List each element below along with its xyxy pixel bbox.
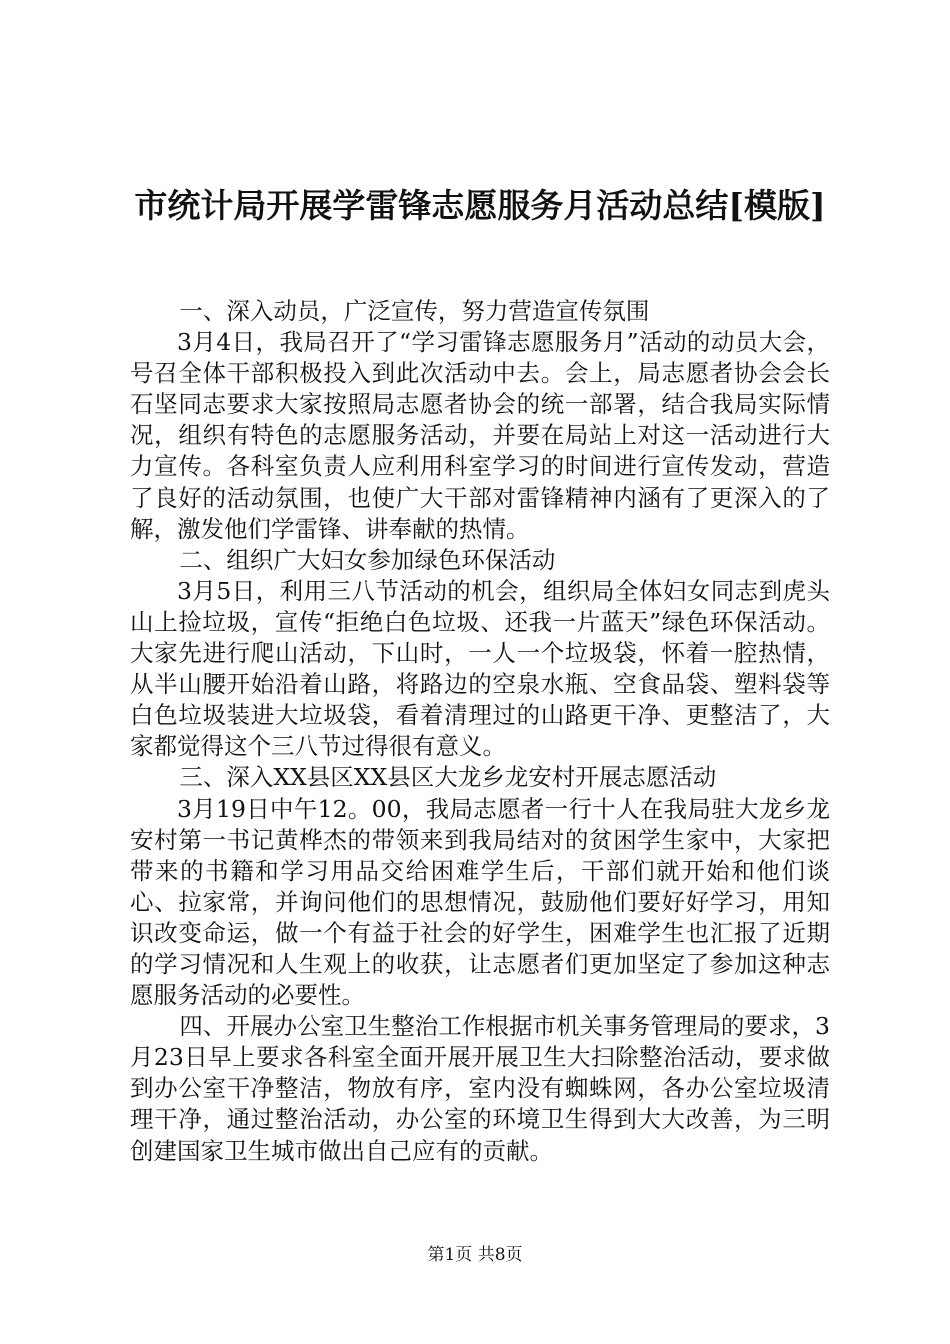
document-title: 市统计局开展学雷锋志愿服务月活动总结[模版] — [134, 186, 826, 225]
page-footer: 第1页 共8页 — [427, 1245, 523, 1265]
section-heading-2: 二、组织广大妇女参加绿色环保活动 — [179, 545, 556, 574]
section-heading-4: 四、开展办公室卫生整治工作根据市机关事务管理局的要求，3月23日早上要求各科室全面开展开展卫生大扫除整治活动，要求做到办公室干净整洁，物放有序，室内没有蜘蛛网，各办公室垃圾清理干净，通过整治活动，办公室的环境卫生得到大大改善，为三明创建国家卫生城市做出自己应有的贡献。 — [130, 1012, 830, 1165]
section-heading-1: 一、深入动员，广泛宣传，努力营造宣传氛围 — [179, 297, 650, 325]
section-heading-3: 三、深入XX县区XX县区大龙乡龙安村开展志愿活动 — [179, 763, 717, 792]
section-paragraph-1: 3月4日，我局召开了“学习雷锋志愿服务月”活动的动员大会，号召全体干部积极投入到此次活动中去。会上，局志愿者协会会长石坚同志要求大家按照局志愿者协会的统一部署，结合我局实际情况，组织有特色的志愿服务活动，并要在局站上对这一活动进行大力宣传。各科室负责人应利用科室学习的时间进行宣传发动，营造了良好的活动氛围，也使广大干部对雷锋精神内涵有了更深入的了解，激发他们学雷锋、讲奉献的热情。 — [130, 328, 830, 543]
section-paragraph-2: 3月5日，利用三八节活动的机会，组织局全体妇女同志到虎头山上捡垃圾，宣传“拒绝白色垃圾、还我一片蓝天”绿色环保活动。大家先进行爬山活动，下山时，一人一个垃圾袋，怀着一腔热情，从半山腰开始沿着山路，将路边的空泉水瓶、空食品袋、塑料袋等白色垃圾装进大垃圾袋，看着清理过的山路更干净、更整洁了，大家都觉得这个三八节过得很有意义。 — [130, 576, 830, 761]
document-body — [130, 296, 830, 1167]
section-paragraph-3: 3月19日中午12。00，我局志愿者一行十人在我局驻大龙乡龙安村第一书记黄桦杰的带领来到我局结对的贫困学生家中，大家把带来的书籍和学习用品交给困难学生后，干部们就开始和他们谈心、拉家常，并询问他们的思想情况，鼓励他们要好好学习，用知识改变命运，做一个有益于社会的好学生，困难学生也汇报了近期的学习情况和人生观上的收获，让志愿者们更加坚定了参加这种志愿服务活动的必要性。 — [130, 794, 830, 1010]
